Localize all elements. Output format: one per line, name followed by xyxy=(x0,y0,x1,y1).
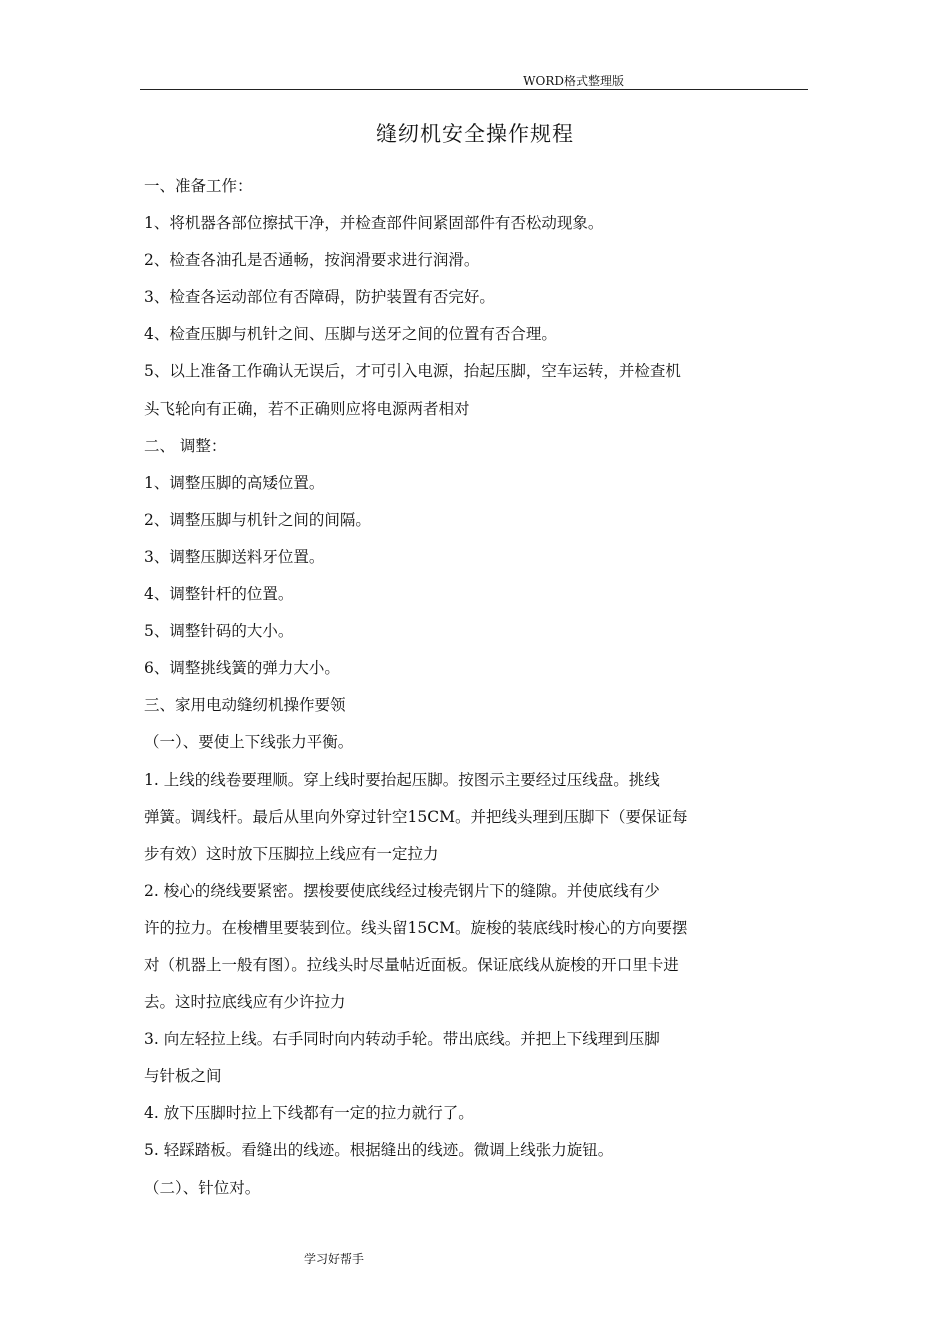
document-body xyxy=(144,168,808,1207)
text-line: （一）、要使上下线张力平衡。 xyxy=(144,733,354,752)
text-line: 3. 向左轻拉上线。右手同时向内转动手轮。带出底线。并把上下线理到压脚 xyxy=(144,1030,660,1049)
text-line: 2. 梭心的绕线要紧密。摆梭要使底线经过梭壳钢片下的缝隙。并使底线有少 xyxy=(144,881,660,900)
text-line: 弹簧。调线杆。最后从里向外穿过针空15CM。并把线头理到压脚下（要保证每 xyxy=(144,807,688,826)
text-line: 三、家用电动缝纫机操作要领 xyxy=(144,696,346,715)
page-footer: 学习好帮手 xyxy=(304,1252,365,1266)
text-line: 1、将机器各部位擦拭干净，并检查部件间紧固部件有否松动现象。 xyxy=(144,214,604,233)
text-line: 5、调整针码的大小。 xyxy=(144,622,294,641)
document-title: 缝纫机安全操作规程 xyxy=(376,122,574,146)
text-line: 二、 调整： xyxy=(144,436,227,455)
text-line: 4、检查压脚与机针之间、压脚与送牙之间的位置有否合理。 xyxy=(144,325,557,344)
text-line: 6、调整挑线簧的弹力大小。 xyxy=(144,659,340,678)
text-line: 2、调整压脚与机针之间的间隔。 xyxy=(144,510,371,529)
text-line: 步有效）这时放下压脚拉上线应有一定拉力 xyxy=(144,844,439,863)
text-line: 5. 轻踩踏板。看缝出的线迹。根据缝出的线迹。微调上线张力旋钮。 xyxy=(144,1141,614,1160)
text-line: 5、以上准备工作确认无误后，才可引入电源，抬起压脚，空车运转，并检查机 xyxy=(144,362,681,381)
text-line: 3、调整压脚送料牙位置。 xyxy=(144,547,325,566)
page-header xyxy=(140,70,808,90)
text-line: 去。这时拉底线应有少许拉力 xyxy=(144,993,346,1012)
text-line: 许的拉力。在梭槽里要装到位。线头留15CM。旋梭的装底线时梭心的方向要摆 xyxy=(144,918,688,937)
text-line: 1. 上线的线卷要理顺。穿上线时要抬起压脚。按图示主要经过压线盘。挑线 xyxy=(144,770,660,789)
text-line: 对（机器上一般有图）。拉线头时尽量帖近面板。保证底线从旋梭的开口里卡进 xyxy=(144,955,679,974)
text-line: 一、准备工作： xyxy=(144,177,253,195)
text-line: 与针板之间 xyxy=(144,1067,222,1086)
text-line: 1、调整压脚的高矮位置。 xyxy=(144,473,325,492)
header-text: WORD格式整理版 xyxy=(523,74,624,88)
text-line: 4、调整针杆的位置。 xyxy=(144,585,294,604)
text-line: 2、检查各油孔是否通畅，按润滑要求进行润滑。 xyxy=(144,251,480,270)
text-line: （二）、针位对。 xyxy=(144,1178,261,1197)
text-line: 3、检查各运动部位有否障碍，防护装置有否完好。 xyxy=(144,288,495,307)
text-line: 头飞轮向有正确，若不正确则应将电源两者相对 xyxy=(144,399,470,418)
text-line: 4. 放下压脚时拉上下线都有一定的拉力就行了。 xyxy=(144,1104,474,1123)
